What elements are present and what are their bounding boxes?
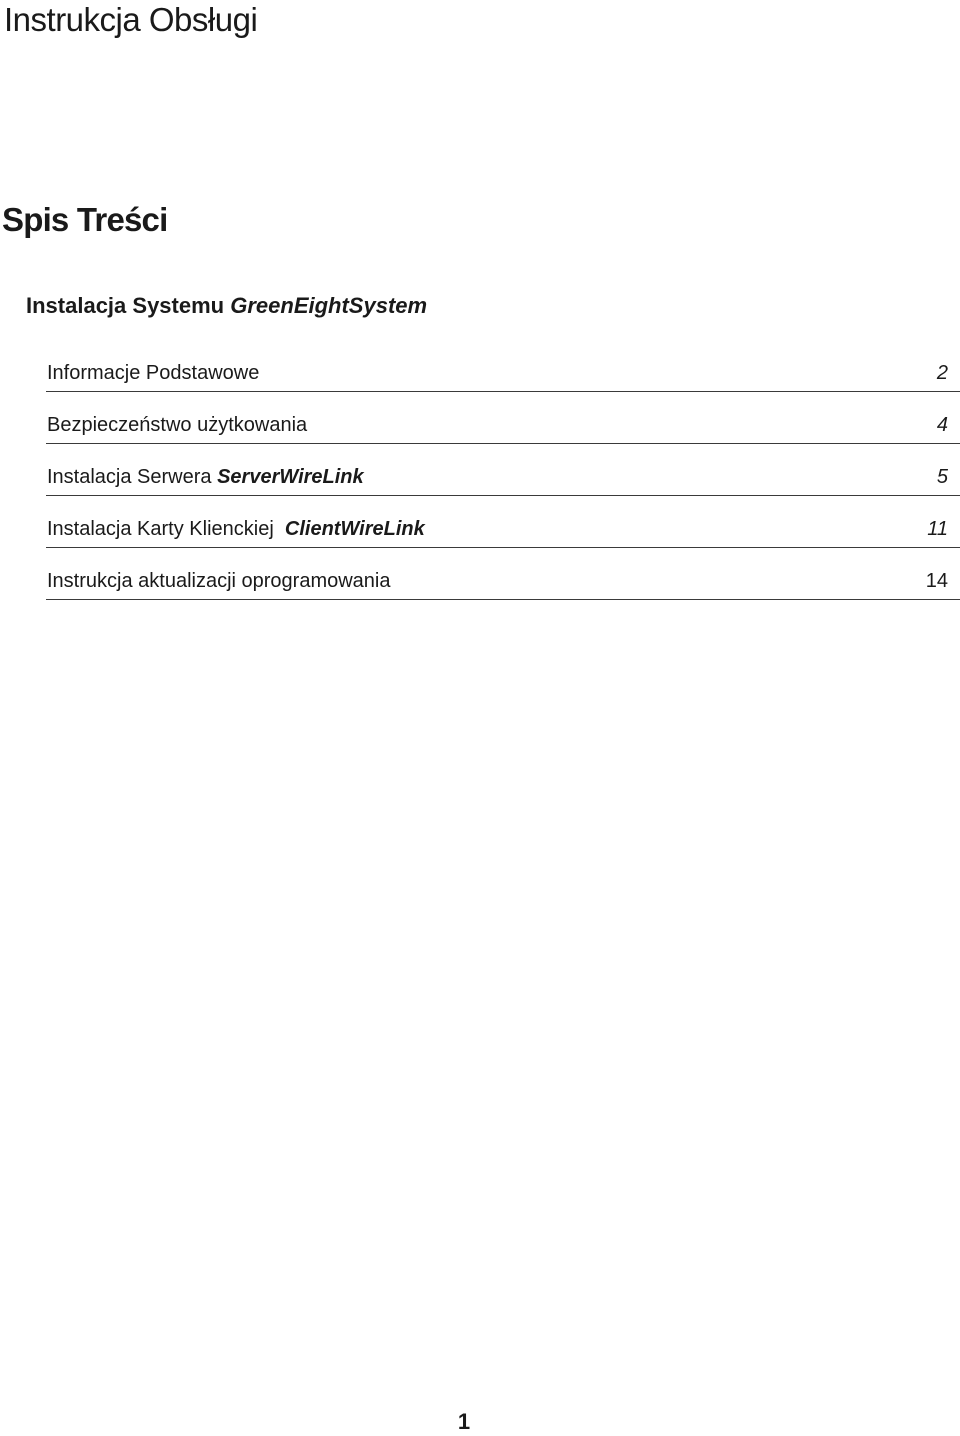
toc-entry-title: Bezpieczeństwo użytkowania [47, 414, 308, 436]
toc-entry-label [47, 568, 391, 594]
toc-entry-instalacja-serwera[interactable] [46, 444, 960, 496]
toc-entry-title: Instalacja Karty Klienckiej [47, 518, 274, 540]
toc-entry-label [47, 360, 259, 386]
toc-heading: Spis Treści [2, 201, 168, 238]
toc-entry-brand: ClientWireLink [284, 518, 425, 540]
toc-entry-title: Instalacja Serwera [47, 466, 212, 488]
toc-entry-label [47, 412, 307, 438]
toc-entry-page-number: 2 [936, 362, 948, 384]
toc-entry-bezpieczenstwo[interactable] [46, 392, 960, 444]
toc-entry-informacje-podstawowe[interactable] [46, 340, 960, 392]
toc-entry-instalacja-karty[interactable] [46, 496, 960, 548]
toc-entry-page-number: 4 [936, 414, 948, 436]
section-heading [26, 291, 427, 321]
toc-entry-label [47, 464, 364, 490]
document-title: Instrukcja Obsługi [4, 1, 258, 38]
toc-list [46, 340, 960, 600]
toc-entry-label [47, 516, 425, 542]
toc-entry-page-number: 11 [927, 518, 948, 540]
toc-entry-page-number: 14 [925, 570, 948, 592]
toc-entry-title: Instrukcja aktualizacji oprogramowania [47, 570, 391, 592]
section-heading-label: Instalacja Systemu [26, 293, 225, 318]
toc-entry-title: Informacje Podstawowe [47, 362, 260, 384]
page-number: 1 [457, 1409, 471, 1434]
section-heading-brand: GreenEightSystem [230, 293, 428, 318]
toc-entry-aktualizacja[interactable] [46, 548, 960, 600]
toc-entry-page-number: 5 [936, 466, 948, 488]
toc-entry-brand: ServerWireLink [217, 466, 364, 488]
